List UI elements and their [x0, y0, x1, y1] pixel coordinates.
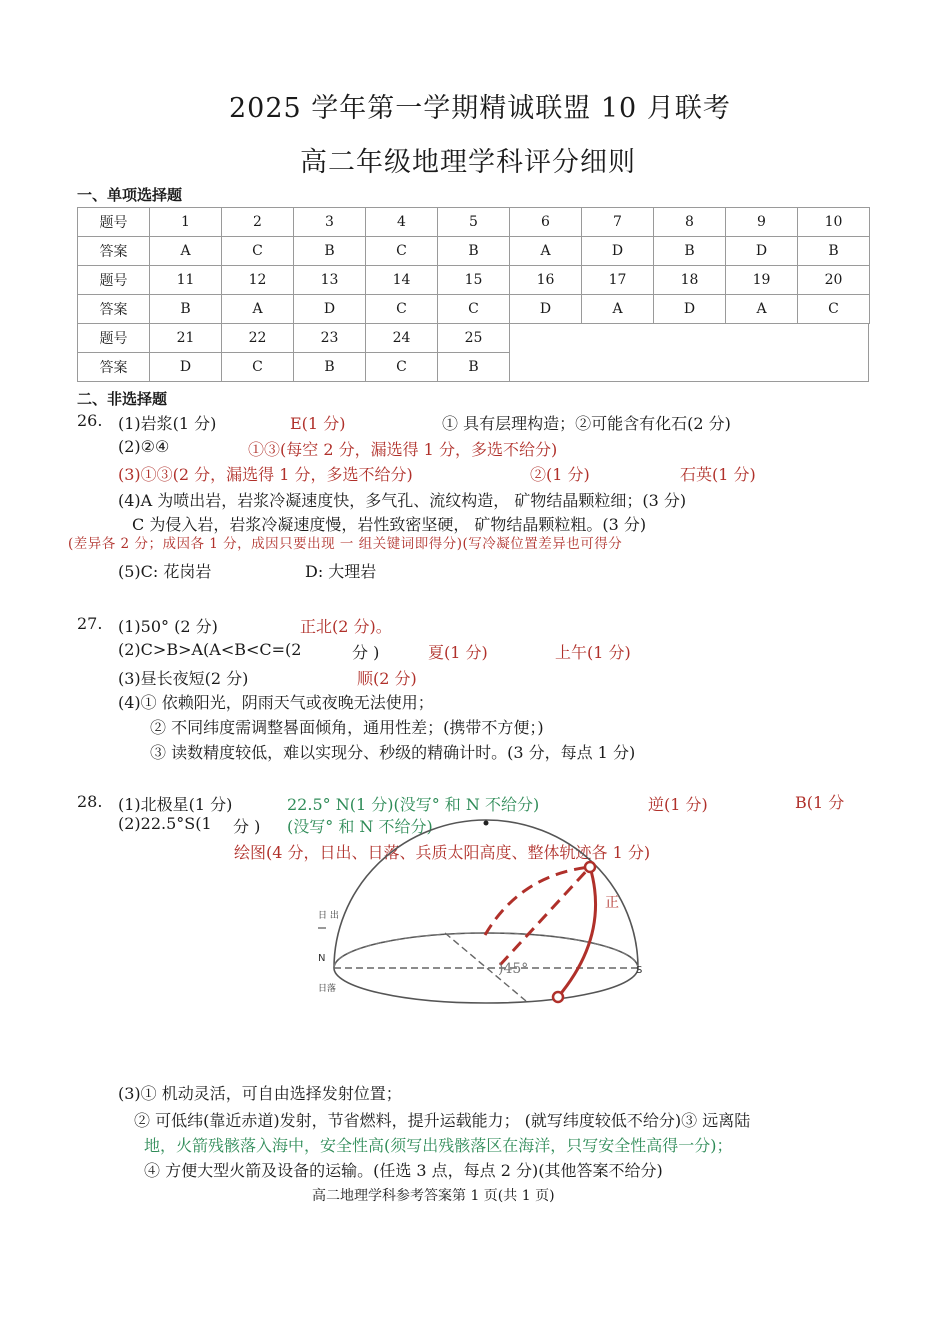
sun-path-diagram [300, 815, 660, 1020]
table-row [78, 208, 870, 237]
q27-line1-b: 正北(2 分)。 [300, 617, 392, 636]
question-number: 17 [582, 266, 654, 295]
q26-number: 26. [77, 411, 103, 430]
q28-line6: 地，火箭残骸落入海中，安全性高(须写出残骸落区在海洋，只写安全性高得一分)； [144, 1136, 733, 1155]
sun-path-back [485, 867, 590, 935]
label-sunrise: 日 出 [318, 911, 339, 921]
label-noon: 正 [605, 895, 619, 911]
q27-line2-a2: 分 ) [352, 643, 380, 662]
horizon-back [334, 933, 638, 968]
table-bottom-line [509, 381, 869, 382]
answer-value: B [294, 353, 366, 382]
answer-value: B [654, 237, 726, 266]
answer-value: D [582, 237, 654, 266]
answer-value: C [438, 295, 510, 324]
q26-line2-a: (2)②④ [118, 437, 170, 456]
question-number: 11 [150, 266, 222, 295]
table-right-line [868, 323, 869, 381]
question-number: 13 [294, 266, 366, 295]
question-number: 10 [798, 208, 870, 237]
answer-value: B [150, 295, 222, 324]
q28-line5: ② 可低纬(靠近赤道)发射，节省燃料，提升运载能力； (就写纬度较低不给分)③ 远离陆 [134, 1111, 751, 1130]
angle-label: )45° [498, 961, 529, 977]
question-number: 8 [654, 208, 726, 237]
label-answer: 答案 [78, 295, 150, 324]
answer-value: C [366, 353, 438, 382]
q28-line7: ④ 方便大型火箭及设备的运输。(任选 3 点，每点 2 分)(其他答案不给分) [144, 1161, 663, 1180]
question-number: 12 [222, 266, 294, 295]
sun-path-front [558, 867, 596, 997]
question-number: 9 [726, 208, 798, 237]
zenith-point [484, 821, 489, 826]
question-number: 22 [222, 324, 294, 353]
answer-value: D [726, 237, 798, 266]
q27-line3-b: 顺(2 分) [357, 669, 417, 688]
answer-value: C [798, 295, 870, 324]
q26-line6: (差异各 2 分；成因各 1 分，成因只要出现 一 组关键词即得分)(写冷凝位置差异也可得分 [68, 536, 623, 552]
question-number: 1 [150, 208, 222, 237]
q27-line5: ② 不同纬度需调整晷面倾角，通用性差；(携带不方便；) [150, 718, 544, 737]
question-number: 19 [726, 266, 798, 295]
sunset-point [553, 992, 563, 1002]
table-row [78, 237, 870, 266]
question-number: 5 [438, 208, 510, 237]
answer-value: B [438, 353, 510, 382]
answer-value: A [726, 295, 798, 324]
question-number: 7 [582, 208, 654, 237]
question-number: 18 [654, 266, 726, 295]
answer-value: C [222, 237, 294, 266]
table-row [78, 266, 870, 295]
q27-line1-a: (1)50° (2 分) [118, 617, 218, 636]
q26-line3-a: (3)①③(2 分，漏选得 1 分，多选不给分) [118, 465, 413, 484]
q26-line2-b: ①③(每空 2 分，漏选得 1 分，多选不给分) [248, 440, 558, 459]
answer-value: A [222, 295, 294, 324]
noon-sun-point [585, 862, 595, 872]
answer-value: A [582, 295, 654, 324]
answer-value: B [798, 237, 870, 266]
q27-number: 27. [77, 614, 103, 633]
answer-value: A [510, 237, 582, 266]
question-number: 15 [438, 266, 510, 295]
label-answer: 答案 [78, 237, 150, 266]
q28-line2-b: (没写° 和 N 不给分) [287, 817, 433, 836]
answer-value: D [294, 295, 366, 324]
q27-line3-a: (3)昼长夜短(2 分) [118, 669, 249, 688]
q26-line7-b: D: 大理岩 [305, 562, 377, 581]
q27-line4: (4)① 依赖阳光，阴雨天气或夜晚无法使用； [118, 693, 434, 712]
answer-value: C [222, 353, 294, 382]
answer-value: C [366, 295, 438, 324]
q28-line2-a2: 分 ) [233, 817, 261, 836]
table-row [78, 324, 870, 353]
answer-value: B [438, 237, 510, 266]
label-north: N [318, 953, 326, 964]
answer-value: D [510, 295, 582, 324]
q27-line6: ③ 读数精度较低，难以实现分、秒级的精确计时。(3 分，每点 1 分) [150, 743, 636, 762]
q28-line1-d: B(1 分 [795, 793, 845, 812]
question-number: 2 [222, 208, 294, 237]
label-question: 题号 [78, 208, 150, 237]
page-subtitle: 高二年级地理学科评分细则 [300, 147, 636, 178]
question-number: 4 [366, 208, 438, 237]
q26-line7-a: (5)C: 花岗岩 [118, 562, 212, 581]
page-footer: 高二地理学科参考答案第 1 页(共 1 页) [312, 1188, 555, 1204]
question-number: 14 [366, 266, 438, 295]
q26-line3-b: ②(1 分) [530, 465, 590, 484]
answer-value: D [150, 353, 222, 382]
q28-line1-c: 逆(1 分) [648, 795, 708, 814]
question-number: 6 [510, 208, 582, 237]
table-row [78, 295, 870, 324]
q26-line5: C 为侵入岩，岩浆冷凝速度慢，岩性致密坚硬， 矿物结晶颗粒粗。(3 分) [132, 515, 647, 534]
label-south: S [636, 965, 643, 976]
page-title: 2025 学年第一学期精诚联盟 10 月联考 [229, 93, 731, 124]
q28-line2-a: (2)22.5°S(1 [118, 814, 212, 833]
q28-line3: 绘图(4 分，日出、日落、兵质太阳高度、整体轨迹各 1 分) [234, 843, 651, 862]
q26-line1-a: (1)岩浆(1 分) [118, 414, 217, 433]
label-answer: 答案 [78, 353, 150, 382]
question-number: 25 [438, 324, 510, 353]
answer-table [77, 207, 870, 382]
label-sunset: 日落 [318, 984, 337, 994]
q26-line1-b: E(1 分) [290, 414, 346, 433]
sky-dome [334, 820, 638, 968]
question-number: 16 [510, 266, 582, 295]
answer-value: D [654, 295, 726, 324]
section-heading-choice: 一、单项选择题 [77, 186, 183, 204]
question-number: 24 [366, 324, 438, 353]
question-number: 21 [150, 324, 222, 353]
question-number: 20 [798, 266, 870, 295]
q26-line1-c: ① 具有层理构造；②可能含有化石(2 分) [442, 414, 731, 433]
answer-value: A [150, 237, 222, 266]
q28-number: 28. [77, 792, 103, 811]
q28-line1-a: (1)北极星(1 分) [118, 795, 233, 814]
label-question: 题号 [78, 266, 150, 295]
question-number: 3 [294, 208, 366, 237]
label-question: 题号 [78, 324, 150, 353]
q27-line2-a: (2)C>B>A(A<B<C=(2 [118, 640, 302, 659]
q28-line4: (3)① 机动灵活，可自由选择发射位置； [118, 1084, 402, 1103]
noon-ray-line [500, 867, 590, 965]
q27-line2-b: 夏(1 分) [428, 643, 488, 662]
q26-line4: (4)A 为喷出岩，岩浆冷凝速度快，多气孔、流纹构造， 矿物结晶颗粒细；(3 分) [118, 491, 687, 510]
q28-line1-b: 22.5° N(1 分)(没写° 和 N 不给分) [287, 795, 540, 814]
answer-value: C [366, 237, 438, 266]
table-empty-area [510, 324, 870, 382]
q26-line3-c: 石英(1 分) [680, 465, 756, 484]
section-heading-open: 二、非选择题 [77, 390, 168, 408]
question-number: 23 [294, 324, 366, 353]
q27-line2-c: 上午(1 分) [555, 643, 631, 662]
answer-value: B [294, 237, 366, 266]
